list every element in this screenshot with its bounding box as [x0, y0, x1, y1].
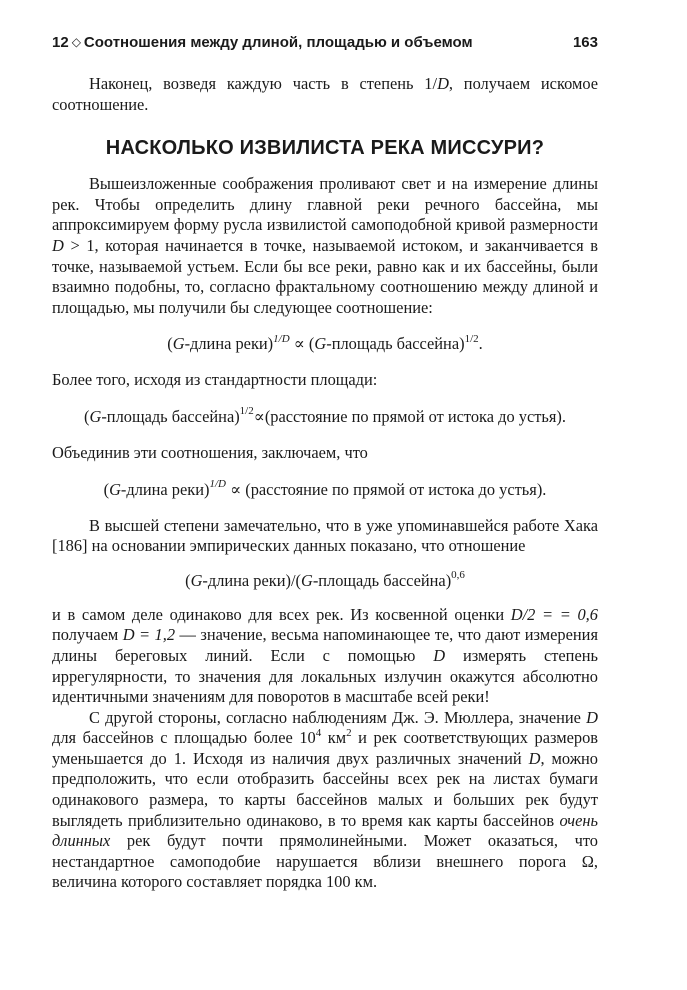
paragraph-4: В высшей степени замечательно, что в уже упоминавшейся работе Хака [186] на основании эмпирических данных показано, что отношение: [52, 515, 598, 556]
p6-sup-1: 4: [315, 726, 322, 739]
chapter-title: Соотношения между длиной, площадью и объемом: [83, 34, 473, 51]
f1-proportional: ∝ (: [289, 334, 315, 354]
p6-text-3: км: [321, 728, 347, 748]
f1-g1: G: [172, 334, 185, 354]
p6-math-1: D: [586, 707, 598, 727]
intro-paragraph: [52, 74, 598, 115]
formula-2: (G-площадь бассейна)$^{1/2}$∝(расстояние по прямой от истока до устья).: [84, 405, 566, 426]
paragraph-6: [52, 708, 598, 893]
p6-emphasis: очень длинных: [52, 810, 598, 851]
f1-exponent-1: 1/D: [273, 332, 290, 345]
section-title: НАСКОЛЬКО ИЗВИЛИСТА РЕКА МИССУРИ?: [105, 137, 545, 160]
f1-g2: G: [314, 334, 327, 354]
intro-text-1: Наконец, возведя каждую часть в степень 1/: [89, 74, 438, 93]
formula-1: (G-длина реки)$^{1/D}$ ∝ (G-площадь бассейна)$^{1/2}$.: [167, 332, 483, 354]
p6-text-5: , можно предположить, что если отобразить бассейны всех рек на листах бумаги одинакового размера, то карты бассейнов малых и больших рек будут выглядеть приблизительно одинаково, в то время как карты бассейнов: [52, 748, 598, 830]
p6-text-4: и рек соответствующих размеров уменьшается до 1. Исходя из наличия двух различных значений: [52, 728, 599, 768]
f3-text-2: ∝ (расстояние по прямой от истока до устья).: [225, 479, 547, 499]
p6-text-2: для бассейнов с площадью более 10: [52, 728, 316, 748]
diamond-icon: ◇: [71, 35, 81, 49]
p5-text-3: — значение, весьма напоминающее те, что дают измерения длины береговых линий. Если с помощью: [52, 625, 598, 665]
paragraph-5: [52, 605, 598, 708]
page-body: [52, 74, 598, 893]
p5-math-2: D = 1,2: [122, 625, 176, 645]
f3-g: G: [109, 479, 121, 499]
f1-end: .: [478, 334, 483, 354]
f2-text-1: -площадь бассейна): [101, 406, 240, 426]
formula-3: (G-длина реки)$^{1/D}$ ∝ (расстояние по прямой от истока до устья).: [103, 478, 547, 499]
f4-text-2: -площадь бассейна): [312, 570, 452, 590]
f4-exponent: 0,6: [451, 569, 465, 582]
f1-text-2: -площадь бассейна): [326, 334, 465, 354]
p6-text-6: рек будут почти прямолинейными. Может оказаться, что нестандартное самоподобие нарушается вблизи внешнего порога Ω, величина которого составляет порядка 100 км.: [52, 831, 598, 892]
p5-text-2: получаем: [52, 625, 123, 645]
p1-text-1: Вышеизложенные соображения проливают свет и на измерение длины рек. Чтобы определить длину главной реки речного бассейна, мы аппроксимируем форму русла извилистой самоподобной кривой размерности: [52, 174, 598, 235]
f2-exponent: 1/2: [239, 405, 254, 418]
paragraph-2: Более того, исходя из стандартности площади:: [52, 370, 378, 390]
running-header: [52, 34, 598, 56]
f3-exponent: 1/D: [209, 478, 226, 491]
p1-text-2: > 1, которая начинается в точке, называемой истоком, и заканчивается в точке, называемой устьем. Если бы все реки, равно как и их бассейны, были взаимно подобны, то, согласно фрактальному соотношению между длиной и площадью, мы получили бы следующее соотношение:: [52, 235, 598, 317]
formula-4: (G-длина реки)/(G-площадь бассейна)$^{0,6}$: [185, 569, 465, 590]
f2-g: G: [89, 406, 102, 426]
p5-text-4: измерять степень иррегулярности, то значения для локальных излучин окажутся абсолютно идентичными значениям для поворотов в масштабе всей реки!: [52, 645, 598, 707]
f1-exponent-2: 1/2: [464, 332, 479, 345]
f4-g2: G: [300, 570, 313, 590]
f3-text-1: -длина реки): [120, 479, 210, 499]
p6-sup-2: 2: [346, 726, 352, 739]
p5-text-1: и в самом деле одинаково для всех рек. Из косвенной оценки: [52, 604, 511, 624]
f4-text-1: -длина реки)/(: [202, 570, 301, 590]
paragraph-3: Объединив эти соотношения, заключаем, что: [52, 442, 368, 462]
f2-text-2: ∝(расстояние по прямой от истока до устья).: [253, 406, 566, 426]
page-number: 163: [572, 34, 598, 51]
p5-math-3: D: [433, 645, 446, 665]
chapter-number: 12: [52, 34, 69, 51]
intro-text-2: , получаем искомое соотношение.: [52, 74, 598, 114]
header-chapter: [52, 34, 473, 51]
p6-math-2: D: [528, 748, 541, 768]
f1-text-1: -длина реки): [184, 334, 274, 354]
p5-math-1: D/2 = = 0,6: [510, 604, 598, 624]
intro-var-d: D: [437, 74, 449, 93]
paragraph-1: [52, 174, 598, 318]
f4-g1: G: [190, 570, 203, 590]
p1-var-d: D: [52, 235, 64, 255]
p6-text-1: С другой стороны, согласно наблюдениям Дж. Э. Мюллера, значение: [89, 707, 587, 727]
